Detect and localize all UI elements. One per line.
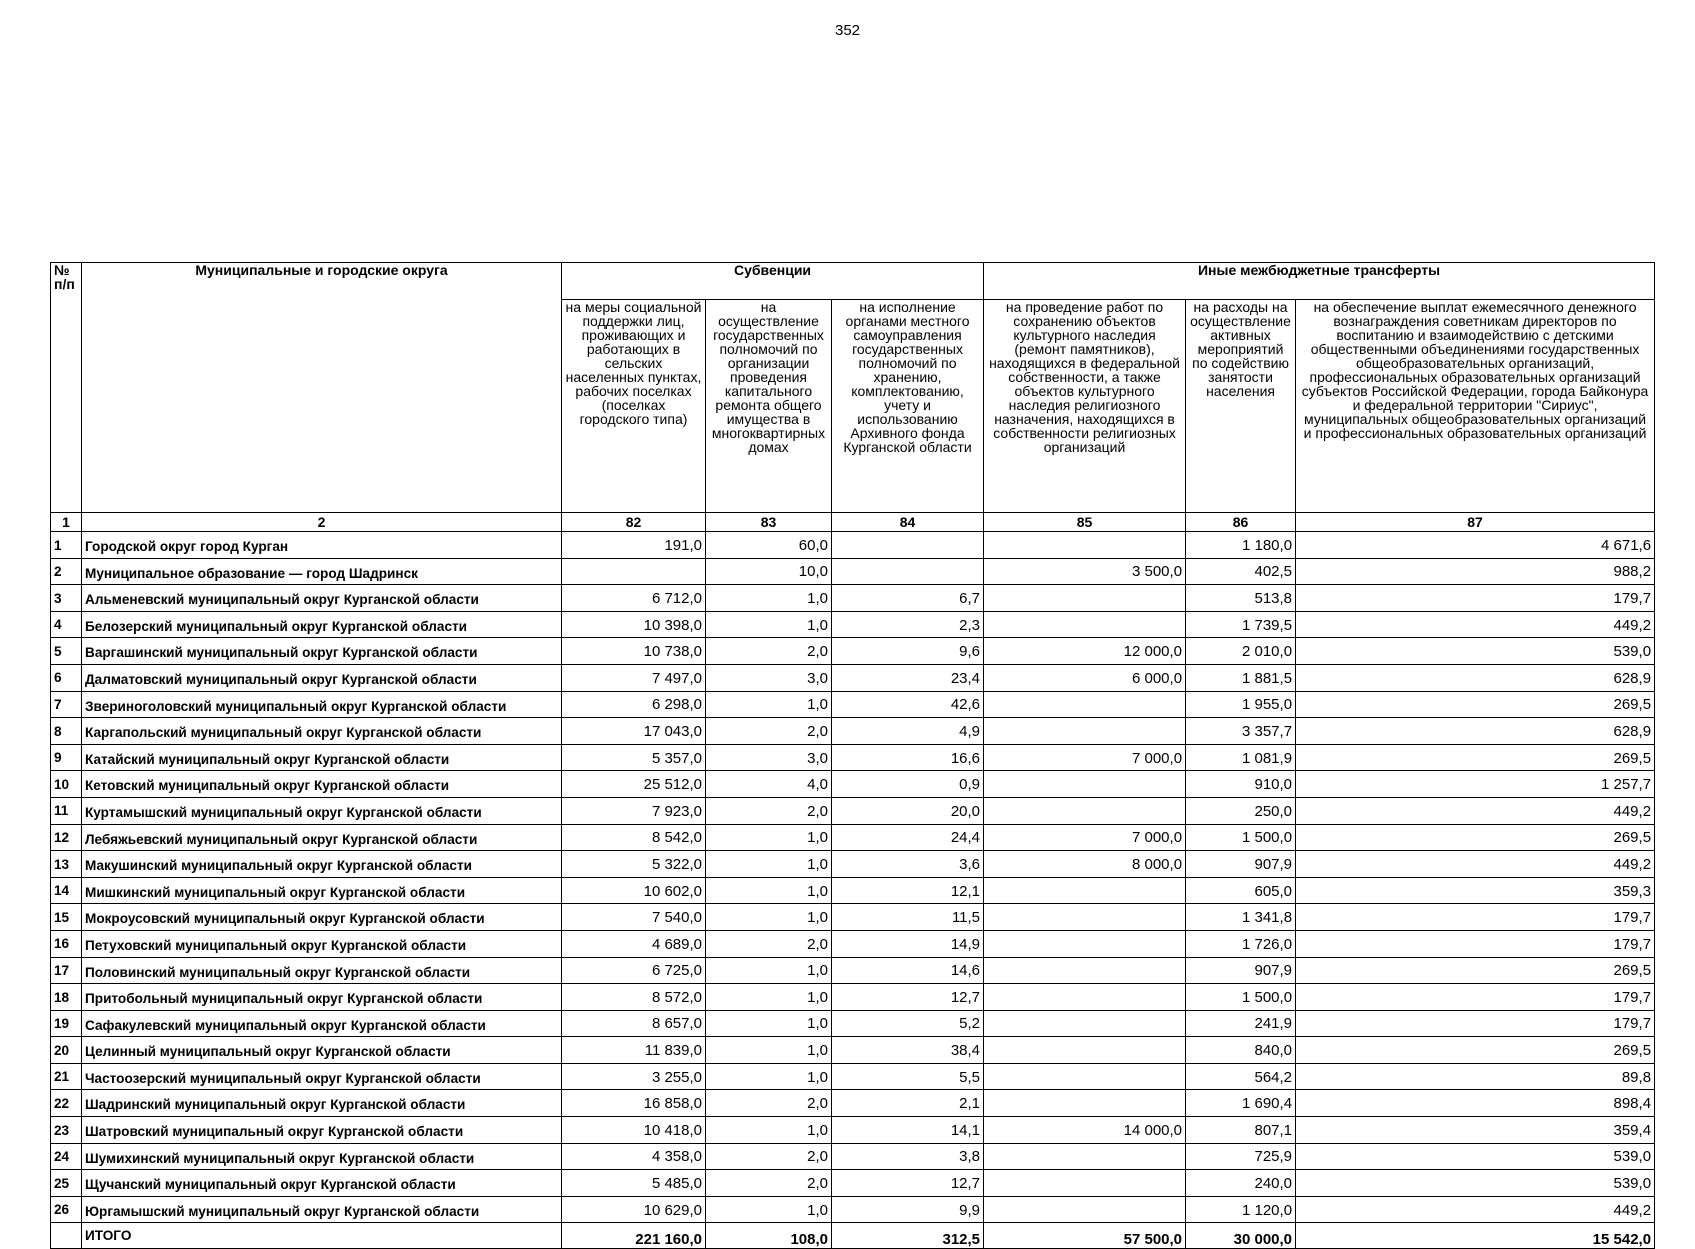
cell-86: 725,9 — [1186, 1143, 1296, 1170]
cell-86: 840,0 — [1186, 1037, 1296, 1064]
cell-83: 3,0 — [706, 744, 832, 771]
cell-85 — [984, 1037, 1186, 1064]
cell-86: 910,0 — [1186, 771, 1296, 798]
row-number: 18 — [51, 984, 82, 1011]
cell-83: 3,0 — [706, 664, 832, 691]
cell-82: 10 602,0 — [562, 877, 706, 904]
table-row — [51, 664, 1655, 691]
header-other-transfers: Иные межбюджетные трансферты — [984, 263, 1655, 300]
cell-87: 179,7 — [1296, 984, 1655, 1011]
district-name: Щучанский муниципальный округ Курганской области — [82, 1170, 562, 1197]
row-number: 2 — [51, 558, 82, 585]
cell-85 — [984, 1010, 1186, 1037]
cell-83: 1,0 — [706, 957, 832, 984]
cell-82: 5 485,0 — [562, 1170, 706, 1197]
district-name: Лебяжьевский муниципальный округ Курганской области — [82, 824, 562, 851]
total-cell-86: 30 000,0 — [1186, 1223, 1296, 1249]
cell-86: 1 690,4 — [1186, 1090, 1296, 1117]
row-number: 1 — [51, 532, 82, 559]
table-row — [51, 718, 1655, 745]
column-index: 86 — [1186, 513, 1296, 532]
cell-83: 2,0 — [706, 930, 832, 957]
row-number: 19 — [51, 1010, 82, 1037]
district-name: Макушинский муниципальный округ Курганской области — [82, 851, 562, 878]
cell-83: 1,0 — [706, 984, 832, 1011]
cell-85 — [984, 1170, 1186, 1197]
cell-83: 2,0 — [706, 1143, 832, 1170]
cell-85 — [984, 797, 1186, 824]
cell-85 — [984, 585, 1186, 612]
cell-83: 2,0 — [706, 638, 832, 665]
cell-86: 3 357,7 — [1186, 718, 1296, 745]
cell-84: 24,4 — [832, 824, 984, 851]
cell-84: 14,6 — [832, 957, 984, 984]
cell-87: 269,5 — [1296, 691, 1655, 718]
header-col-85: на проведение работ по сохранению объектов культурного наследия (ремонт памятников), находящихся в федеральной собственности, а также объектов культурного наследия религиозного назначения, находящихся в собственности религиозных организаций — [984, 300, 1186, 513]
cell-83: 1,0 — [706, 877, 832, 904]
row-number: 11 — [51, 797, 82, 824]
table-row — [51, 1010, 1655, 1037]
cell-84: 9,9 — [832, 1196, 984, 1223]
cell-84: 2,3 — [832, 611, 984, 638]
cell-83: 1,0 — [706, 851, 832, 878]
cell-82: 10 629,0 — [562, 1196, 706, 1223]
table-body — [51, 532, 1655, 1223]
column-index: 83 — [706, 513, 832, 532]
column-index: 85 — [984, 513, 1186, 532]
cell-83: 4,0 — [706, 771, 832, 798]
cell-82: 6 712,0 — [562, 585, 706, 612]
cell-84: 14,1 — [832, 1117, 984, 1144]
total-cell-83: 108,0 — [706, 1223, 832, 1249]
row-number: 17 — [51, 957, 82, 984]
cell-84: 0,9 — [832, 771, 984, 798]
district-name: Юргамышский муниципальный округ Курганской области — [82, 1196, 562, 1223]
table-row — [51, 585, 1655, 612]
cell-84: 42,6 — [832, 691, 984, 718]
table-row — [51, 611, 1655, 638]
header-number — [51, 263, 82, 513]
cell-85: 12 000,0 — [984, 638, 1186, 665]
table-row — [51, 1170, 1655, 1197]
cell-85 — [984, 771, 1186, 798]
table-row — [51, 558, 1655, 585]
cell-83: 1,0 — [706, 904, 832, 931]
row-number: 4 — [51, 611, 82, 638]
total-cell-87: 15 542,0 — [1296, 1223, 1655, 1249]
row-number: 9 — [51, 744, 82, 771]
cell-82: 6 725,0 — [562, 957, 706, 984]
total-cell-85: 57 500,0 — [984, 1223, 1186, 1249]
header-col-83: на осуществление государственных полномочий по организации проведения капитального ремонта общего имущества в многоквартирных домах — [706, 300, 832, 513]
cell-86: 1 120,0 — [1186, 1196, 1296, 1223]
header-number-label: № п/п — [54, 262, 75, 292]
cell-84: 12,7 — [832, 984, 984, 1011]
total-label: ИТОГО — [82, 1223, 562, 1249]
transfers-table — [50, 262, 1655, 1249]
row-number: 25 — [51, 1170, 82, 1197]
cell-82: 8 657,0 — [562, 1010, 706, 1037]
cell-82: 5 322,0 — [562, 851, 706, 878]
row-number: 14 — [51, 877, 82, 904]
page-number: 352 — [834, 22, 861, 39]
cell-87: 898,4 — [1296, 1090, 1655, 1117]
cell-82: 6 298,0 — [562, 691, 706, 718]
cell-87: 269,5 — [1296, 957, 1655, 984]
row-number: 20 — [51, 1037, 82, 1064]
cell-82: 7 540,0 — [562, 904, 706, 931]
header-col-87: на обеспечение выплат ежемесячного денежного вознаграждения советникам директоров по воспитанию и взаимодействию с детскими общественными объединениями государственных общеобразовательных организаций, профессиональных образовательных организаций субъектов Российской Федерации, города Байконура и федеральной территории "Сириус", муниципальных общеобразовательных организаций и профессиональных образовательных организаций — [1296, 300, 1655, 513]
table-row — [51, 744, 1655, 771]
table-row — [51, 957, 1655, 984]
cell-83: 10,0 — [706, 558, 832, 585]
cell-85 — [984, 930, 1186, 957]
cell-84: 12,1 — [832, 877, 984, 904]
cell-84: 4,9 — [832, 718, 984, 745]
cell-87: 359,3 — [1296, 877, 1655, 904]
cell-84: 3,6 — [832, 851, 984, 878]
cell-83: 1,0 — [706, 1063, 832, 1090]
cell-83: 2,0 — [706, 718, 832, 745]
cell-85 — [984, 1196, 1186, 1223]
cell-84: 5,2 — [832, 1010, 984, 1037]
total-row — [51, 1223, 1655, 1249]
cell-85: 6 000,0 — [984, 664, 1186, 691]
table-row — [51, 824, 1655, 851]
total-cell-84: 312,5 — [832, 1223, 984, 1249]
cell-87: 179,7 — [1296, 1010, 1655, 1037]
district-name: Частоозерский муниципальный округ Курганской области — [82, 1063, 562, 1090]
cell-82: 7 497,0 — [562, 664, 706, 691]
total-cell-82: 221 160,0 — [562, 1223, 706, 1249]
table-row — [51, 771, 1655, 798]
cell-83: 60,0 — [706, 532, 832, 559]
cell-87: 539,0 — [1296, 1143, 1655, 1170]
row-number: 6 — [51, 664, 82, 691]
cell-85 — [984, 984, 1186, 1011]
total-number-cell — [51, 1223, 82, 1249]
district-name: Сафакулевский муниципальный округ Курганской области — [82, 1010, 562, 1037]
cell-87: 449,2 — [1296, 851, 1655, 878]
cell-82: 8 542,0 — [562, 824, 706, 851]
district-name: Шумихинский муниципальный округ Курганской области — [82, 1143, 562, 1170]
table-row — [51, 904, 1655, 931]
district-name: Кетовский муниципальный округ Курганской области — [82, 771, 562, 798]
row-number: 3 — [51, 585, 82, 612]
cell-86: 1 180,0 — [1186, 532, 1296, 559]
table-row — [51, 1117, 1655, 1144]
cell-83: 1,0 — [706, 1010, 832, 1037]
cell-83: 2,0 — [706, 1090, 832, 1117]
district-name: Мишкинский муниципальный округ Курганской области — [82, 877, 562, 904]
cell-85: 7 000,0 — [984, 744, 1186, 771]
cell-87: 449,2 — [1296, 1196, 1655, 1223]
cell-82: 3 255,0 — [562, 1063, 706, 1090]
cell-85 — [984, 877, 1186, 904]
cell-87: 269,5 — [1296, 1037, 1655, 1064]
district-name: Варгашинский муниципальный округ Курганской области — [82, 638, 562, 665]
cell-85 — [984, 1063, 1186, 1090]
cell-83: 1,0 — [706, 611, 832, 638]
cell-84: 6,7 — [832, 585, 984, 612]
table-row — [51, 1063, 1655, 1090]
district-name: Петуховский муниципальный округ Курганской области — [82, 930, 562, 957]
cell-86: 1 341,8 — [1186, 904, 1296, 931]
cell-87: 988,2 — [1296, 558, 1655, 585]
cell-86: 240,0 — [1186, 1170, 1296, 1197]
table-row — [51, 1090, 1655, 1117]
district-name: Муниципальное образование — город Шадринск — [82, 558, 562, 585]
header-district-name: Муниципальные и городские округа — [82, 263, 562, 513]
cell-85 — [984, 1090, 1186, 1117]
table-row — [51, 1143, 1655, 1170]
column-index: 82 — [562, 513, 706, 532]
cell-86: 807,1 — [1186, 1117, 1296, 1144]
row-number: 13 — [51, 851, 82, 878]
row-number: 5 — [51, 638, 82, 665]
cell-82: 10 398,0 — [562, 611, 706, 638]
cell-84: 11,5 — [832, 904, 984, 931]
cell-86: 605,0 — [1186, 877, 1296, 904]
column-index: 84 — [832, 513, 984, 532]
table-row — [51, 1196, 1655, 1223]
cell-85: 7 000,0 — [984, 824, 1186, 851]
header-col-84: на исполнение органами местного самоуправления государственных полномочий по хранению, комплектованию, учету и использованию Архивного фонда Курганской области — [832, 300, 984, 513]
cell-87: 4 671,6 — [1296, 532, 1655, 559]
cell-86: 2 010,0 — [1186, 638, 1296, 665]
cell-87: 179,7 — [1296, 930, 1655, 957]
cell-87: 269,5 — [1296, 744, 1655, 771]
cell-83: 2,0 — [706, 1170, 832, 1197]
cell-86: 241,9 — [1186, 1010, 1296, 1037]
cell-86: 402,5 — [1186, 558, 1296, 585]
cell-85 — [984, 532, 1186, 559]
row-number: 12 — [51, 824, 82, 851]
table-row — [51, 851, 1655, 878]
cell-82: 10 418,0 — [562, 1117, 706, 1144]
cell-86: 1 500,0 — [1186, 984, 1296, 1011]
district-name: Звериноголовский муниципальный округ Курганской области — [82, 691, 562, 718]
row-number: 8 — [51, 718, 82, 745]
cell-86: 1 500,0 — [1186, 824, 1296, 851]
cell-84: 2,1 — [832, 1090, 984, 1117]
district-name: Белозерский муниципальный округ Курганской области — [82, 611, 562, 638]
cell-82: 8 572,0 — [562, 984, 706, 1011]
cell-82: 5 357,0 — [562, 744, 706, 771]
cell-84: 12,7 — [832, 1170, 984, 1197]
cell-85 — [984, 1143, 1186, 1170]
district-name: Альменевский муниципальный округ Курганской области — [82, 585, 562, 612]
cell-82: 4 689,0 — [562, 930, 706, 957]
cell-86: 513,8 — [1186, 585, 1296, 612]
cell-84: 23,4 — [832, 664, 984, 691]
cell-82: 16 858,0 — [562, 1090, 706, 1117]
cell-86: 1 955,0 — [1186, 691, 1296, 718]
cell-82 — [562, 558, 706, 585]
cell-87: 539,0 — [1296, 1170, 1655, 1197]
cell-82: 11 839,0 — [562, 1037, 706, 1064]
cell-87: 179,7 — [1296, 904, 1655, 931]
cell-87: 539,0 — [1296, 638, 1655, 665]
cell-86: 564,2 — [1186, 1063, 1296, 1090]
cell-84: 14,9 — [832, 930, 984, 957]
cell-84: 16,6 — [832, 744, 984, 771]
cell-83: 1,0 — [706, 824, 832, 851]
cell-86: 1 881,5 — [1186, 664, 1296, 691]
cell-86: 907,9 — [1186, 851, 1296, 878]
cell-86: 250,0 — [1186, 797, 1296, 824]
cell-87: 628,9 — [1296, 664, 1655, 691]
cell-85 — [984, 718, 1186, 745]
district-name: Шадринский муниципальный округ Курганской области — [82, 1090, 562, 1117]
cell-87: 179,7 — [1296, 585, 1655, 612]
cell-87: 1 257,7 — [1296, 771, 1655, 798]
row-number: 22 — [51, 1090, 82, 1117]
column-index: 2 — [82, 513, 562, 532]
cell-87: 269,5 — [1296, 824, 1655, 851]
cell-84 — [832, 558, 984, 585]
row-number: 21 — [51, 1063, 82, 1090]
district-name: Каргапольский муниципальный округ Курганской области — [82, 718, 562, 745]
table-row — [51, 877, 1655, 904]
cell-83: 1,0 — [706, 585, 832, 612]
table-row — [51, 797, 1655, 824]
cell-86: 907,9 — [1186, 957, 1296, 984]
row-number: 15 — [51, 904, 82, 931]
table-row — [51, 1037, 1655, 1064]
district-name: Мокроусовский муниципальный округ Курганской области — [82, 904, 562, 931]
row-number: 24 — [51, 1143, 82, 1170]
row-number: 26 — [51, 1196, 82, 1223]
district-name: Куртамышский муниципальный округ Курганской области — [82, 797, 562, 824]
row-number: 7 — [51, 691, 82, 718]
table-row — [51, 691, 1655, 718]
cell-86: 1 726,0 — [1186, 930, 1296, 957]
cell-87: 449,2 — [1296, 611, 1655, 638]
cell-86: 1 739,5 — [1186, 611, 1296, 638]
cell-85: 14 000,0 — [984, 1117, 1186, 1144]
cell-87: 628,9 — [1296, 718, 1655, 745]
table-row — [51, 532, 1655, 559]
cell-84: 9,6 — [832, 638, 984, 665]
cell-82: 4 358,0 — [562, 1143, 706, 1170]
cell-83: 1,0 — [706, 691, 832, 718]
cell-84: 38,4 — [832, 1037, 984, 1064]
column-index: 87 — [1296, 513, 1655, 532]
district-name: Шатровский муниципальный округ Курганской области — [82, 1117, 562, 1144]
cell-84: 3,8 — [832, 1143, 984, 1170]
table-row — [51, 638, 1655, 665]
cell-87: 449,2 — [1296, 797, 1655, 824]
table-row — [51, 930, 1655, 957]
district-name: Городской округ город Курган — [82, 532, 562, 559]
cell-87: 89,8 — [1296, 1063, 1655, 1090]
header-col-86: на расходы на осуществление активных мероприятий по содействию занятости населения — [1186, 300, 1296, 513]
cell-84: 5,5 — [832, 1063, 984, 1090]
row-number: 10 — [51, 771, 82, 798]
cell-86: 1 081,9 — [1186, 744, 1296, 771]
table-row — [51, 984, 1655, 1011]
cell-85 — [984, 904, 1186, 931]
cell-85: 3 500,0 — [984, 558, 1186, 585]
cell-82: 25 512,0 — [562, 771, 706, 798]
cell-85: 8 000,0 — [984, 851, 1186, 878]
cell-84: 20,0 — [832, 797, 984, 824]
cell-85 — [984, 611, 1186, 638]
cell-82: 17 043,0 — [562, 718, 706, 745]
row-number: 23 — [51, 1117, 82, 1144]
header-subventions: Субвенции — [562, 263, 984, 300]
cell-85 — [984, 691, 1186, 718]
cell-83: 1,0 — [706, 1117, 832, 1144]
cell-84 — [832, 532, 984, 559]
district-name: Половинский муниципальный округ Курганской области — [82, 957, 562, 984]
district-name: Целинный муниципальный округ Курганской области — [82, 1037, 562, 1064]
cell-82: 7 923,0 — [562, 797, 706, 824]
row-number: 16 — [51, 930, 82, 957]
cell-87: 359,4 — [1296, 1117, 1655, 1144]
district-name: Притобольный муниципальный округ Курганской области — [82, 984, 562, 1011]
cell-82: 10 738,0 — [562, 638, 706, 665]
cell-82: 191,0 — [562, 532, 706, 559]
cell-83: 1,0 — [706, 1196, 832, 1223]
cell-83: 2,0 — [706, 797, 832, 824]
header-col-82: на меры социальной поддержки лиц, проживающих и работающих в сельских населенных пунктах, рабочих поселках (поселках городского типа) — [562, 300, 706, 513]
district-name: Далматовский муниципальный округ Курганской области — [82, 664, 562, 691]
column-index: 1 — [51, 513, 82, 532]
district-name: Катайский муниципальный округ Курганской области — [82, 744, 562, 771]
cell-85 — [984, 957, 1186, 984]
cell-83: 1,0 — [706, 1037, 832, 1064]
